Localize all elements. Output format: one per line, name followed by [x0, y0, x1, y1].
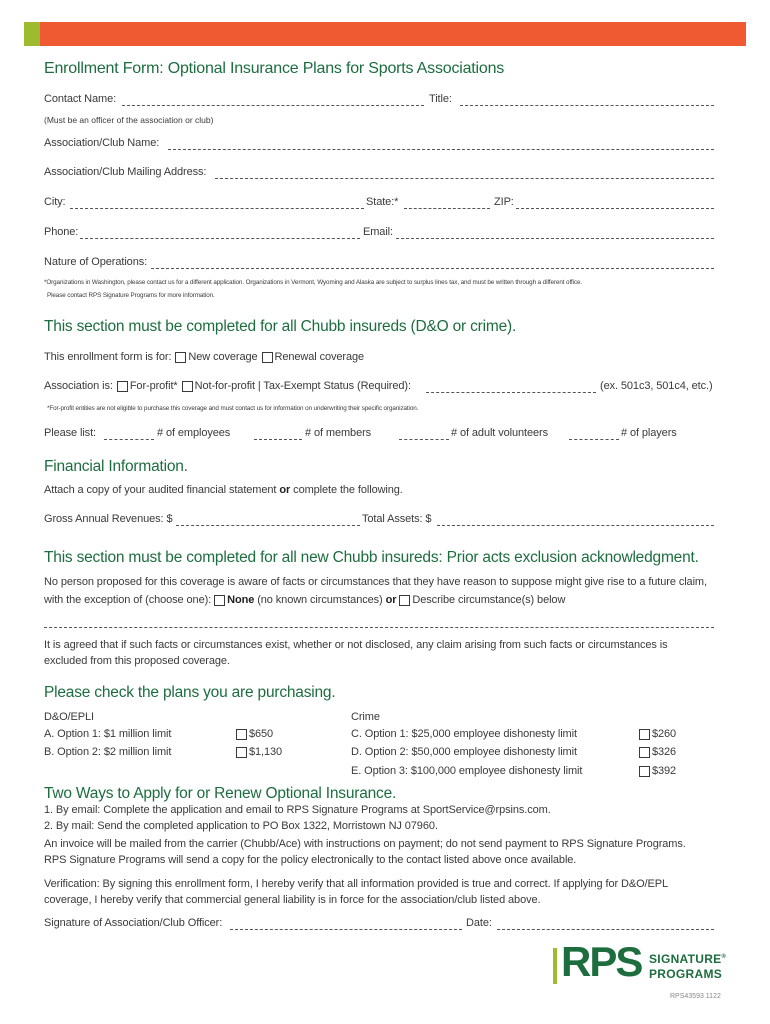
total-assets-field[interactable]	[437, 525, 714, 526]
zip-label: ZIP:	[494, 196, 514, 208]
phone-field[interactable]	[80, 238, 360, 239]
association-type-row	[44, 380, 411, 392]
prior-acts-choice-row	[44, 594, 565, 606]
logo-registered-mark: ®	[721, 954, 727, 960]
association-type-label: Association is:	[44, 380, 113, 392]
none-label: None	[227, 594, 255, 606]
footnote-organizations: *Organizations in Washington, please contact us for a different application. Organizations in Vermont, Wyoming and Alaska are subject to surplus lines tax, and must be written through a different office.	[44, 279, 583, 286]
circumstances-field[interactable]	[44, 627, 714, 628]
apply-heading: Two Ways to Apply for or Renew Optional Insurance.	[44, 785, 397, 802]
crime-option-2-price: $326	[652, 746, 677, 758]
describe-checkbox[interactable]	[399, 595, 410, 606]
verification-text-1: Verification: By signing this enrollment form, I hereby verify that all information provided is true and correct. If applying for D&O/EPL	[44, 878, 668, 890]
employees-label: # of employees	[157, 427, 231, 439]
form-title: Enrollment Form: Optional Insurance Plans for Sports Associations	[44, 60, 505, 77]
total-assets-label: Total Assets: $	[362, 513, 432, 525]
do-option-2-checkbox[interactable]	[236, 747, 247, 758]
contact-name-field[interactable]	[122, 105, 424, 106]
logo-accent-bar	[553, 948, 557, 984]
do-epli-title: D&O/EPLI	[44, 711, 94, 723]
signature-field[interactable]	[230, 929, 462, 930]
not-for-profit-label: Not-for-profit | Tax-Exempt Status (Required):	[194, 380, 411, 392]
crime-option-3-checkbox[interactable]	[639, 766, 650, 777]
crime-option-2-checkbox[interactable]	[639, 747, 650, 758]
agreement-text-2: excluded from this proposed coverage.	[44, 655, 230, 667]
for-profit-label: For-profit*	[129, 380, 178, 392]
do-option-1-price: $650	[249, 728, 274, 740]
crime-option-1-label: C. Option 1: $25,000 employee dishonesty limit	[351, 728, 577, 740]
document-id: RPS43593 1122	[670, 993, 721, 1000]
date-field[interactable]	[497, 929, 714, 930]
describe-label: Describe circumstance(s) below	[412, 594, 566, 606]
attach-statement-row	[44, 484, 403, 496]
for-profit-note: *For-profit entities are not eligible to purchase this coverage and must contact us for information on underwriting their specific organization.	[47, 405, 419, 412]
prior-acts-statement: No person proposed for this coverage is aware of facts or circumstances that they have reason to suppose might give rise to a future claim,	[44, 576, 707, 588]
date-label: Date:	[466, 917, 492, 929]
players-count-field[interactable]	[569, 439, 619, 440]
do-option-2-choice	[236, 746, 282, 758]
state-field[interactable]	[404, 208, 490, 209]
do-option-1-checkbox[interactable]	[236, 729, 247, 740]
banner-accent	[24, 22, 40, 46]
none-note: (no known circumstances)	[257, 594, 383, 606]
crime-option-1-price: $260	[652, 728, 677, 740]
nature-of-operations-field[interactable]	[151, 268, 714, 269]
members-label: # of members	[305, 427, 372, 439]
do-option-1-label: A. Option 1: $1 million limit	[44, 728, 172, 740]
email-label: Email:	[363, 226, 393, 238]
gross-revenues-field[interactable]	[176, 525, 360, 526]
gross-revenues-label: Gross Annual Revenues: $	[44, 513, 173, 525]
phone-label: Phone:	[44, 226, 79, 238]
state-label: State:*	[366, 196, 399, 208]
title-label: Title:	[429, 93, 452, 105]
none-checkbox[interactable]	[214, 595, 225, 606]
city-field[interactable]	[70, 208, 364, 209]
logo-signature-text: SIGNATURE	[649, 952, 722, 966]
employees-count-field[interactable]	[104, 439, 154, 440]
email-field[interactable]	[396, 238, 714, 239]
prior-acts-heading: This section must be completed for all new Chubb insureds: Prior acts exclusion acknowledgment.	[44, 549, 699, 566]
mailing-address-field[interactable]	[215, 178, 714, 179]
crime-option-2-choice	[639, 746, 676, 758]
city-label: City:	[44, 196, 66, 208]
do-option-1-choice	[236, 728, 273, 740]
attach-statement-text: Attach a copy of your audited financial statement	[44, 484, 277, 496]
volunteers-label: # of adult volunteers	[451, 427, 548, 439]
crime-option-1-checkbox[interactable]	[639, 729, 650, 740]
crime-option-3-price: $392	[652, 765, 677, 777]
renewal-coverage-label: Renewal coverage	[274, 351, 365, 363]
logo-wordmark	[649, 950, 726, 982]
choose-one-label: with the exception of (choose one):	[44, 594, 212, 606]
or-label: or	[385, 594, 397, 606]
enrollment-type-row	[44, 351, 364, 363]
logo-rps-text: RPS	[561, 938, 642, 985]
verification-text-2: coverage, I hereby verify that commercial general liability is in force for the association/club listed above.	[44, 894, 541, 906]
officer-note: (Must be an officer of the association or club)	[44, 115, 214, 125]
enrollment-type-label: This enrollment form is for:	[44, 351, 172, 363]
apply-by-mail: 2. By mail: Send the completed application to PO Box 1322, Morristown NJ 07960.	[44, 820, 438, 832]
club-name-field[interactable]	[168, 149, 714, 150]
zip-field[interactable]	[516, 208, 714, 209]
crime-option-3-choice	[639, 765, 676, 777]
financial-heading: Financial Information.	[44, 458, 188, 475]
mailing-address-label: Association/Club Mailing Address:	[44, 166, 207, 178]
crime-option-3-label: E. Option 3: $100,000 employee dishonesty limit	[351, 765, 583, 777]
title-field[interactable]	[460, 105, 714, 106]
logo-programs-text: PROGRAMS	[649, 967, 723, 981]
players-label: # of players	[621, 427, 677, 439]
crime-title: Crime	[351, 711, 380, 723]
tax-status-example: (ex. 501c3, 501c4, etc.)	[600, 380, 713, 392]
not-for-profit-checkbox[interactable]	[182, 381, 193, 392]
footnote-contact-rps: Please contact RPS Signature Programs for more information.	[47, 292, 215, 299]
members-count-field[interactable]	[254, 439, 302, 440]
agreement-text-1: It is agreed that if such facts or circumstances exist, whether or not disclosed, any claim arising from such facts or circumstances is	[44, 639, 668, 651]
signature-label: Signature of Association/Club Officer:	[44, 917, 223, 929]
please-list-label: Please list:	[44, 427, 96, 439]
new-coverage-label: New coverage	[188, 351, 258, 363]
attach-statement-text-end: complete the following.	[293, 484, 403, 496]
invoice-text-2: RPS Signature Programs will send a copy for the policy electronically to the contact listed above once available.	[44, 854, 577, 866]
new-coverage-checkbox[interactable]	[175, 352, 186, 363]
club-name-label: Association/Club Name:	[44, 137, 160, 149]
do-option-2-label: B. Option 2: $2 million limit	[44, 746, 172, 758]
contact-name-label: Contact Name:	[44, 93, 117, 105]
apply-by-email: 1. By email: Complete the application and email to RPS Signature Programs at SportService@rpsins.com.	[44, 804, 551, 816]
chubb-section-heading: This section must be completed for all Chubb insureds (D&O or crime).	[44, 318, 517, 335]
crime-option-2-label: D. Option 2: $50,000 employee dishonesty limit	[351, 746, 577, 758]
nature-of-operations-label: Nature of Operations:	[44, 256, 148, 268]
plans-heading: Please check the plans you are purchasing.	[44, 684, 336, 701]
crime-option-1-choice	[639, 728, 676, 740]
volunteers-count-field[interactable]	[399, 439, 449, 440]
renewal-coverage-checkbox[interactable]	[262, 352, 273, 363]
tax-exempt-status-field[interactable]	[426, 392, 596, 393]
invoice-text-1: An invoice will be mailed from the carrier (Chubb/Ace) with instructions on payment; do not send payment to RPS Signature Programs.	[44, 838, 686, 850]
rps-signature-programs-logo	[553, 938, 733, 988]
for-profit-checkbox[interactable]	[117, 381, 128, 392]
attach-or: or	[279, 484, 291, 496]
top-banner	[24, 22, 746, 46]
do-option-2-price: $1,130	[249, 746, 283, 758]
